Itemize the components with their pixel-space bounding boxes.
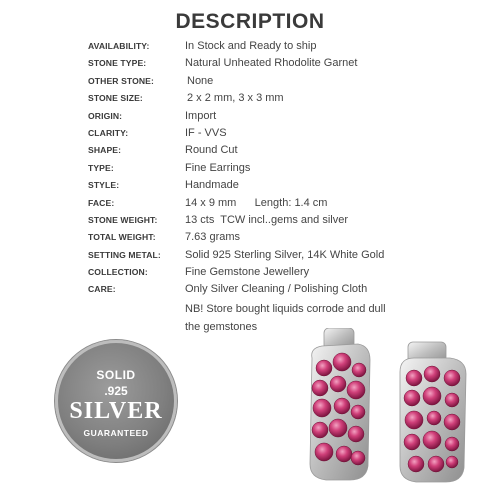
- spec-value: In Stock and Ready to ship: [185, 40, 317, 52]
- spec-label: FACE:: [88, 197, 115, 208]
- badge-line-solid: SOLID: [96, 368, 136, 382]
- spec-row-origin: [88, 110, 488, 127]
- spec-value: 2 x 2 mm, 3 x 3 mm: [187, 92, 284, 105]
- badge-line-925: .925: [104, 384, 128, 398]
- spec-value: None: [187, 74, 214, 87]
- spec-value: 7.63 grams: [185, 231, 241, 244]
- left-earring: [310, 328, 370, 480]
- spec-value: Handmade: [185, 179, 239, 192]
- spec-row-other-stone: [88, 75, 488, 92]
- spec-row-face: [88, 197, 488, 214]
- spec-label: AVAILABILITY:: [88, 41, 150, 51]
- spec-label: CLARITY:: [88, 127, 129, 138]
- spec-value: Only Silver Cleaning / Polishing Cloth: [185, 283, 368, 296]
- spec-row-clarity: [88, 127, 488, 144]
- spec-label: STONE WEIGHT:: [88, 214, 158, 225]
- spec-value: Import: [185, 109, 217, 122]
- badge-line-guaranteed: GUARANTEED: [83, 428, 149, 438]
- description-title: DESCRIPTION: [175, 10, 325, 33]
- spec-row-availability: [88, 40, 488, 57]
- spec-label: SHAPE:: [88, 145, 122, 156]
- spec-label: OTHER STONE:: [88, 75, 154, 86]
- spec-value: Fine Earrings: [185, 161, 251, 174]
- spec-label: CARE:: [88, 284, 116, 295]
- spec-row-stone-type: [88, 57, 488, 74]
- spec-row-stone-size: [88, 92, 488, 109]
- spec-value: Natural Unheated Rhodolite Garnet: [185, 57, 358, 70]
- spec-label: STONE TYPE:: [88, 58, 147, 69]
- spec-label: STONE SIZE:: [88, 93, 143, 104]
- spec-row-stone-weight: [88, 214, 488, 231]
- spec-row-total-weight: [88, 231, 488, 248]
- spec-label: STYLE:: [88, 180, 120, 191]
- spec-row-shape: [88, 144, 488, 161]
- spec-label: COLLECTION:: [88, 267, 148, 278]
- spec-value: 13 cts TCW incl..gems and silver: [185, 213, 349, 226]
- spec-list: [88, 40, 488, 301]
- spec-label: ORIGIN:: [88, 110, 123, 121]
- spec-label: TYPE:: [88, 162, 114, 173]
- spec-row-style: [88, 179, 488, 196]
- right-earring: [400, 342, 466, 482]
- spec-value: 14 x 9 mm Length: 1.4 cm: [185, 196, 328, 209]
- spec-row-type: [88, 162, 488, 179]
- care-note-line: the gemstones: [185, 321, 258, 333]
- spec-row-collection: [88, 266, 488, 283]
- spec-value: IF - VVS: [185, 126, 227, 139]
- solid-silver-badge: [55, 340, 177, 462]
- spec-value: Solid 925 Sterling Silver, 14K White Gold: [185, 248, 385, 261]
- spec-value: Round Cut: [185, 144, 238, 157]
- spec-value: Fine Gemstone Jewellery: [185, 266, 310, 279]
- spec-row-care: [88, 283, 488, 300]
- spec-label: TOTAL WEIGHT:: [88, 232, 156, 243]
- spec-label: SETTING METAL:: [88, 249, 161, 260]
- care-note-line: NB! Store bought liquids corrode and dull: [185, 303, 386, 315]
- earrings-product-image: [290, 328, 490, 488]
- badge-line-silver: SILVER: [69, 398, 163, 424]
- spec-row-setting-metal: [88, 249, 488, 266]
